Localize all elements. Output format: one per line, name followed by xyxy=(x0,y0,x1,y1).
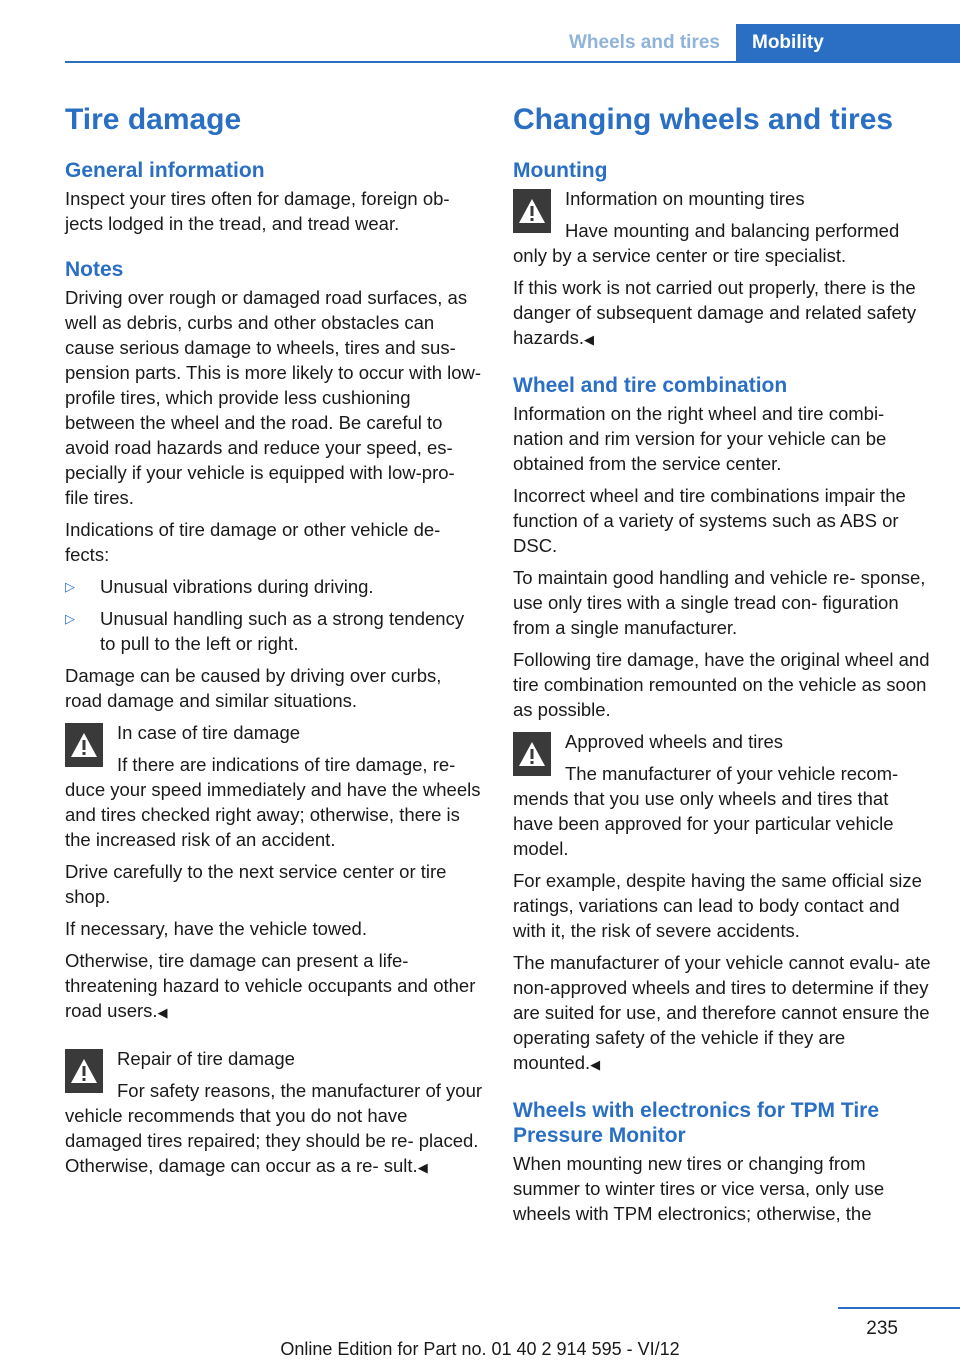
list-item-text: Unusual handling such as a strong tendency to pull to the left or right. xyxy=(100,608,465,654)
warning-title: In case of tire damage xyxy=(117,722,301,743)
paragraph-evaluate: The manufacturer of your vehicle cannot evalu‐ ate non-approved wheels and tires to determine if they are suited for use, and therefore cannot ensure the operating safety of the vehicle if they are mounted.◀ xyxy=(513,952,931,1073)
heading-wheel-tire-combination: Wheel and tire combination xyxy=(513,374,788,397)
end-mark-icon: ◀ xyxy=(157,1005,168,1020)
end-mark-icon: ◀ xyxy=(590,1057,601,1072)
end-mark-icon: ◀ xyxy=(417,1160,428,1175)
warning-icon xyxy=(65,723,103,767)
paragraph-hazard: Otherwise, tire damage can present a life- threatening hazard to vehicle occupants and other road users.◀ xyxy=(65,950,476,1021)
left-column xyxy=(65,100,483,1187)
list-item xyxy=(65,606,483,656)
paragraph-towed: If necessary, have the vehicle towed. xyxy=(65,918,367,939)
paragraph-example: For example, despite having the same official size ratings, variations can lead to body contact and with it, the risk of severe accidents. xyxy=(513,870,922,941)
warning-approved-wheels xyxy=(513,729,931,861)
warning-title: Information on mounting tires xyxy=(565,188,805,209)
paragraph-combo-3: To maintain good handling and vehicle re‐ sponse, use only tires with a single tread con‐ figuration from a single manufacturer. xyxy=(513,567,926,638)
warning-text: Have mounting and balancing performed only by a service center or tire specialist. xyxy=(513,220,900,266)
paragraph-indications: Indications of tire damage or other vehicle de‐ fects: xyxy=(65,519,441,565)
end-mark-icon: ◀ xyxy=(583,332,594,347)
paragraph-combo-1: Information on the right wheel and tire combi‐ nation and rim version for your vehicle can be obtained from the service center. xyxy=(513,403,887,474)
paragraph-combo-4: Following tire damage, have the original wheel and tire combination remounted on the vehicle as soon as possible. xyxy=(513,649,930,720)
right-column xyxy=(513,100,931,1233)
warning-icon xyxy=(513,732,551,776)
warning-text: If there are indications of tire damage, re‐ duce your speed immediately and have the wheels and tires checked right away; otherwise, there is the increased risk of an accident. xyxy=(65,754,481,850)
warning-repair xyxy=(65,1046,483,1180)
paragraph-tpm: When mounting new tires or changing from summer to winter tires or vice versa, only use wheels with TPM electronics; otherwise, the xyxy=(513,1153,885,1224)
warning-title: Approved wheels and tires xyxy=(565,731,784,752)
header-section-label: Wheels and tires xyxy=(569,31,720,53)
warning-title: Repair of tire damage xyxy=(117,1048,295,1069)
paragraph-mounting-danger: If this work is not carried out properly, there is the danger of subsequent damage and related safety hazards.◀ xyxy=(513,277,917,348)
page-title-changing-wheels: Changing wheels and tires xyxy=(513,103,894,136)
list-item xyxy=(65,574,483,599)
paragraph-damage-causes: Damage can be caused by driving over curbs, road damage and similar situations. xyxy=(65,665,442,711)
header-chapter-tab: Mobility xyxy=(736,24,960,61)
warning-mounting xyxy=(513,186,931,268)
header-rule xyxy=(65,61,960,63)
paragraph-notes: Driving over rough or damaged road surfaces, as well as debris, curbs and other obstacles can cause serious damage to wheels, tires and sus‐ pension parts. This is more likely to occur with low-profile tires, which provide less cushioning between the wheel and the road. Be careful to avoid road hazards and reduce your speed, es‐ pecially if your vehicle is equipped with low-pro‐ file tires. xyxy=(65,287,482,508)
heading-tpm-wheels: Wheels with electronics for TPM Tire Pressure Monitor xyxy=(513,1099,880,1147)
warning-tire-damage xyxy=(65,720,483,852)
bullet-triangle-icon: ▷ xyxy=(65,611,75,626)
heading-general-information: General information xyxy=(65,159,265,182)
footer-rule xyxy=(838,1307,960,1309)
heading-notes: Notes xyxy=(65,258,124,281)
bullet-triangle-icon: ▷ xyxy=(65,579,75,594)
edition-footer: Online Edition for Part no. 01 40 2 914 595 - VI/12 xyxy=(280,1339,680,1359)
page-title-tire-damage: Tire damage xyxy=(65,103,242,136)
list-item-text: Unusual vibrations during driving. xyxy=(100,576,374,597)
warning-icon xyxy=(513,189,551,233)
warning-text: The manufacturer of your vehicle recom‐ mends that you use only wheels and tires that have been approved for your particular vehicle model. xyxy=(513,763,899,859)
page-number: 235 xyxy=(866,1318,898,1339)
paragraph-drive-carefully: Drive carefully to the next service center or tire shop. xyxy=(65,861,447,907)
indications-list xyxy=(65,574,483,656)
heading-mounting: Mounting xyxy=(513,159,608,182)
paragraph-combo-2: Incorrect wheel and tire combinations impair the function of a variety of systems such as ABS or DSC. xyxy=(513,485,906,556)
warning-text: For safety reasons, the manufacturer of your vehicle recommends that you do not have damaged tires repaired; they should be re‐ placed. Otherwise, damage can occur as a re‐ sult.◀ xyxy=(65,1080,483,1176)
warning-icon xyxy=(65,1049,103,1093)
paragraph-general: Inspect your tires often for damage, foreign ob‐ jects lodged in the tread, and tread wear. xyxy=(65,188,450,234)
